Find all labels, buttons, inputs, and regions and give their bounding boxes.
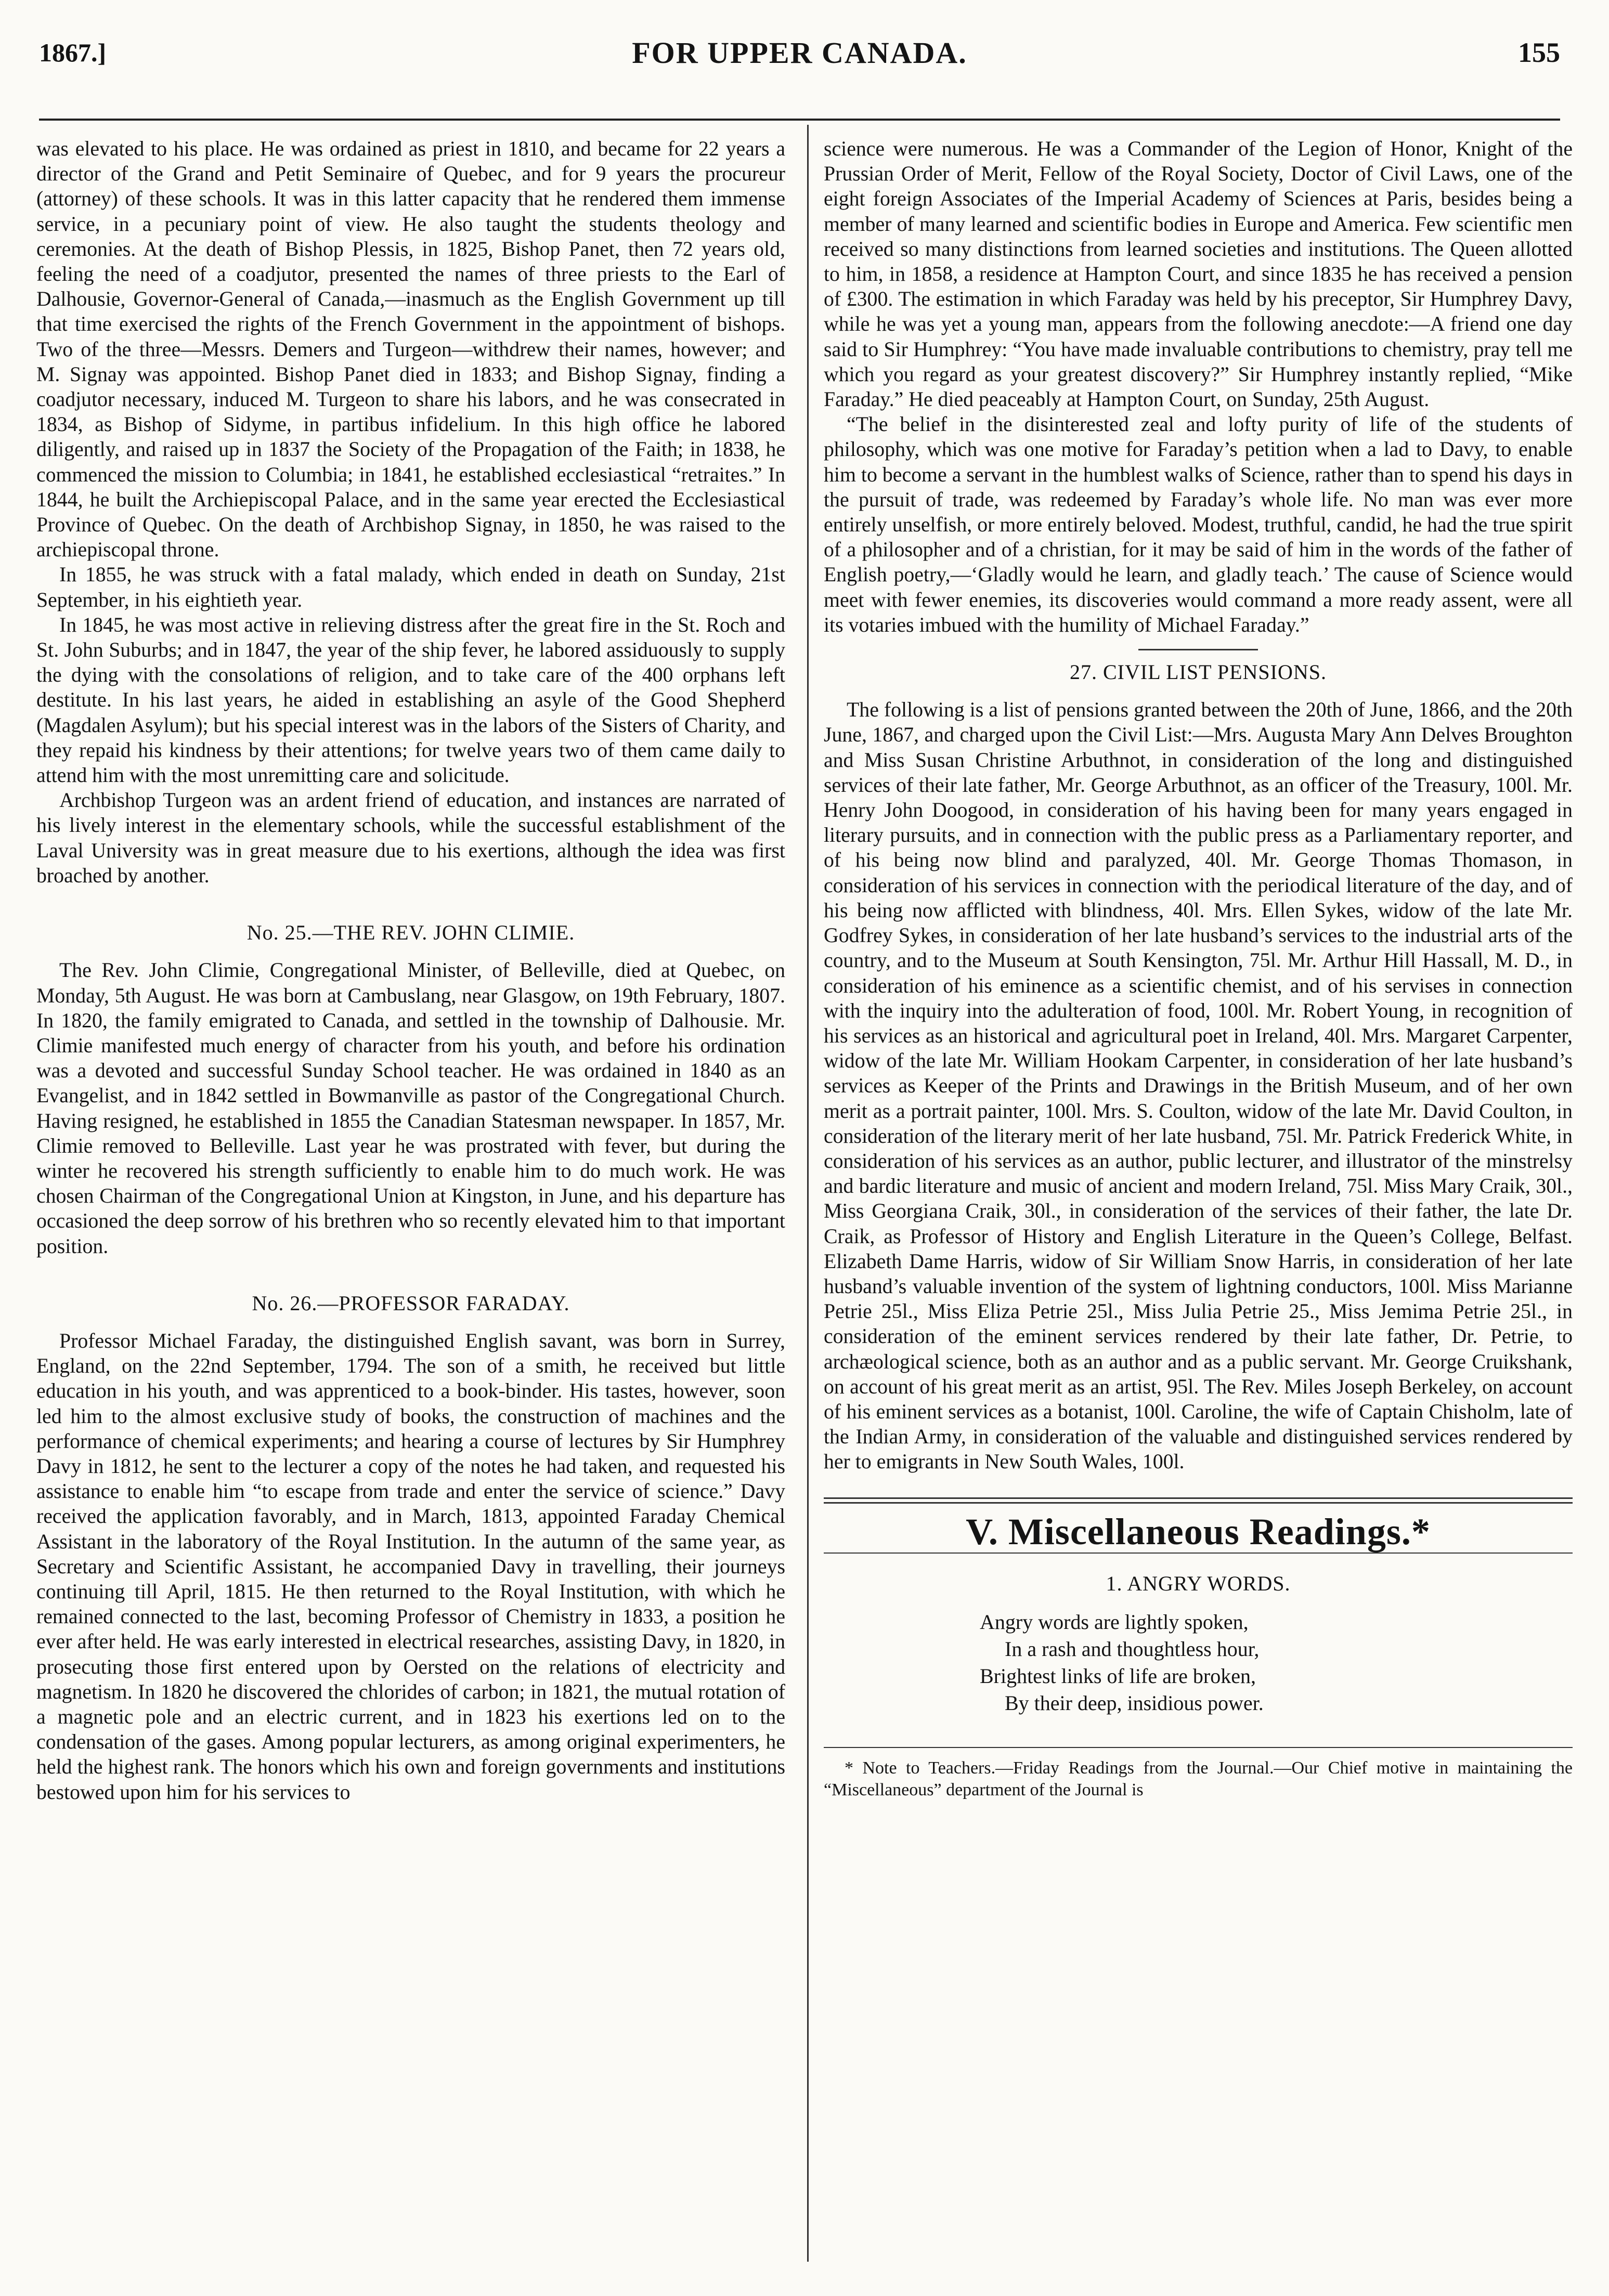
- poem: [980, 1609, 1573, 1717]
- right-column: [824, 136, 1573, 1801]
- turgeon-paragraph: Archbishop Turgeon was an ardent friend of education, and instances are narrated of his lively interest in the elementary schools, while the successful establishment of the Laval University was in great measure due to his exertions, although the idea was first broached by another.: [36, 789, 785, 887]
- section-rule: [824, 1553, 1573, 1554]
- column-divider: [807, 125, 809, 2262]
- faraday-quote: “The belief in the disinterested zeal and lofty purity of life of the students of philosophy, which was one motive for Faraday’s petition when a lad to Davy, to enable him to become a servant in the humblest walks of Science, rather than to spend his days in the pursuit of trade, was redeemed by Faraday’s whole life. No man was ever more entirely unselfish, or more entirely beloved. Modest, truthful, candid, he had the true spirit of a philosopher and of a christian, for it may be said of him in the words of the father of English poetry,—‘Gladly would he learn, and gladly teach.’ The cause of Science would meet with fewer enemies, its discoveries would command a more ready assent, were all its votaries imbued with the humility of Michael Faraday.”: [824, 413, 1573, 636]
- running-title: FOR UPPER CANADA.: [632, 36, 967, 70]
- footnote: * Note to Teachers.—Friday Readings from the Journal.—Our Chief motive in maintaining the “Miscellaneous” department of the Journal is: [824, 1747, 1573, 1801]
- climie-text: The Rev. John Climie, Congregational Minister, of Belleville, died at Quebec, on Monday, 5th August. He was born at Cambuslang, near Glasgow, on 19th February, 1807. In 1820, the family emigrated to Canada, and settled in the township of Dalhousie. Mr. Climie manifested much energy of character from his youth, and before his ordination was a devoted and successful Sunday School teacher. He was ordained in 1840 as an Evangelist, and in 1842 settled in Bowmanville as pastor of the Congregational Church. Having resigned, he established in 1855 the Canadian Statesman newspaper. In 1857, Mr. Climie removed to Belleville. Last year he was prostrated with fever, but during the winter he recovered his strength sufficiently to enable him to do much work. He was chosen Chairman of the Congregational Union at Kingston, in June, and his departure has occasioned the deep sorrow of his brethren who so recently elevated him to that important position.: [36, 959, 785, 1258]
- turgeon-paragraph: was elevated to his place. He was ordained as priest in 1810, and became for 22 years a director of the Grand and Petit Seminaire of Quebec, and for 9 years the procureur (attorney) of these schools. It was in this latter capacity that he rendered them immense service, in a pecuniary point of view. He also taught the students theology and ceremonies. At the death of Bishop Plessis, in 1825, Bishop Panet, then 72 years old, feeling the need of a coadjutor, presented the names of three priests to the Earl of Dalhousie, Governor-General of Canada,—inasmuch as the English Government up till that time exercised the rights of the French Government in the appointment of bishops. Two of the three—Messrs. Demers and Turgeon—withdrew their names, however; and M. Signay was appointed. Bishop Panet died in 1833; and Bishop Signay, finding a coadjutor necessary, induced M. Turgeon to share his labors, and he was consecrated in 1834, as Bishop of Sidyme, in partibus infidelium. In this high office he labored diligently, and raised up in 1837 the Society of the Propagation of the Faith; in 1838, he commenced the mission to Columbia; in 1841, he established ecclesiastical “retraites.” In 1844, he built the Archiepiscopal Palace, and in the same year erected the Ecclesiastical Province of Quebec. On the death of Archbishop Signay, in 1850, he was raised to the archiepiscopal throne.: [36, 137, 785, 562]
- section-separator: [1138, 649, 1258, 650]
- faraday-heading: No. 26.—PROFESSOR FARADAY.: [252, 1291, 570, 1315]
- climie-heading: No. 25.—THE REV. JOHN CLIMIE.: [246, 921, 575, 945]
- page-number: 155: [1518, 37, 1560, 68]
- header-year: 1867.]: [39, 38, 107, 67]
- page-header: [39, 21, 1560, 73]
- poem-line: Brightest links of life are broken,: [980, 1664, 1256, 1688]
- header-rule: [39, 119, 1560, 121]
- pensions-text: The following is a list of pensions granted between the 20th of June, 1866, and the 20th June, 1867, and charged upon the Civil List:—Mrs. Augusta Mary Ann Delves Broughton and Miss Susan Christine Arbuthnot, in consideration of the long and distinguished services of their late father, Mr. George Arbuthnot, as an officer of the Treasury, 100l. Mr. Henry John Doogood, in consideration of his having been for many years engaged in literary pursuits, and in connection with the public press as a Parliamentary reporter, and of his being now blind and paralyzed, 40l. Mr. George Thomas Thomason, in consideration of his services in connection with the periodical literature of the day, and of his being now afflicted with blindness, 40l. Mrs. Ellen Sykes, widow of the late Mr. Godfrey Sykes, in consideration of her late husband’s services to the industrial arts of the country, and to the Museum at South Kensington, 75l. Mr. Arthur Hill Hassall, M. D., in consideration of his eminence as a scientific chemist, and of his servises in connection with the inquiry into the adulteration of food, 100l. Mr. Robert Young, in recognition of his services as an historical and agricultural poet in Ireland, 40l. Mrs. Margaret Carpenter, widow of the late Mr. William Hookam Carpenter, in consideration of her late husband’s services as Keeper of the Prints and Drawings in the British Museum, and of her own merit as a portrait painter, 100l. Mrs. S. Coulton, widow of the late Mr. David Coulton, in consideration of the literary merit of her late husband, 75l. Mr. Patrick Frederick White, in consideration of his services as an author, public lecturer, and illustrator of the minstrelsy and bardic literature and music of ancient and modern Ireland, 75l. Miss Mary Craik, 30l., Miss Georgiana Craik, 30l., in consideration of the services of their father, the late Dr. Craik, as Professor of History and English Literature in the Queen’s College, Belfast. Elizabeth Dame Harris, widow of Sir William Snow Harris, in consideration of her late husband’s valuable invention of the system of lightning conductors, 100l. Miss Marianne Petrie 25l., Miss Eliza Petrie 25l., Miss Julia Petrie 25., Miss Jemima Petrie 25l., in consideration of the eminent services rendered by their late father, Dr. Petrie, to archæological science, both as an author and as a public servant. Mr. George Cruikshank, on account of his great merit as an artist, 95l. The Rev. Miles Joseph Berkeley, on account of his eminent services as a botanist, 100l. Caroline, the wife of Captain Chisholm, late of the Indian Army, in consideration of the valuable and distinguished services rendered by her to emigrants in New South Wales, 100l.: [824, 698, 1573, 1473]
- poem-line: In a rash and thoughtless hour,: [1005, 1637, 1260, 1661]
- poem-line: By their deep, insidious power.: [1005, 1691, 1264, 1715]
- pensions-heading: 27. CIVIL LIST PENSIONS.: [1069, 660, 1327, 684]
- poem-line: Angry words are lightly spoken,: [980, 1610, 1249, 1634]
- faraday-text: Professor Michael Faraday, the distinguished English savant, was born in Surrey, England, on the 22nd September, 1794. The son of a smith, he received but little education in his youth, and was apprenticed to a book-binder. His tastes, however, soon led him to the almost exclusive study of books, the construction of machines and the performance of chemical experiments; and hearing a course of lectures by Sir Humphrey Davy in 1812, he sent to the lecturer a copy of the notes he had taken, and requested his assistance to enable him “to escape from trade and enter the service of science.” Davy received the application favorably, and in March, 1813, appointed Faraday Chemical Assistant in the laboratory of the Royal Institution. In the autumn of the same year, as Secretary and Scientific Assistant, he accompanied Davy in travelling, their journeys continuing till April, 1815. He then returned to the Royal Institution, with which he remained connected to the last, becoming Professor of Chemistry in 1833, a position he ever after held. He was early interested in electrical researches, assisting Davy, in 1820, in prosecuting those first entered upon by Oersted on the relations of electricity and magnetism. In 1820 he discovered the chlorides of carbon; in 1821, the mutual rotation of a magnetic pole and an electric current, and in 1823 his exertions led on to the condensation of the gases. Among popular lecturers, as among original experimenters, he held the highest rank. The honors which his own and foreign governments and institutions bestowed upon him for his services to: [36, 1329, 785, 1804]
- poem-heading: 1. ANGRY WORDS.: [1106, 1571, 1291, 1595]
- turgeon-paragraph: In 1845, he was most active in relieving distress after the great fire in the St. Roch and St. John Suburbs; and in 1847, the year of the ship fever, he labored assiduously to supply the dying with the consolations of religion, and to take care of the 400 orphans left destitute. In his last years, he aided in establishing an asyle of the Good Shepherd (Magdalen Asylum); but his special interest was in the labors of the Sisters of Charity, and they repaid his kindness by their attentions; for twelve years two of them came daily to attend him with the most unremitting care and solicitude.: [36, 613, 785, 787]
- turgeon-paragraph: In 1855, he was struck with a fatal malady, which ended in death on Sunday, 21st September, in his eightieth year.: [36, 563, 785, 611]
- section-title: V. Miscellaneous Readings.*: [966, 1510, 1431, 1553]
- double-rule: [824, 1497, 1573, 1504]
- left-column: [36, 136, 785, 1805]
- faraday-continued: science were numerous. He was a Commander of the Legion of Honor, Knight of the Prussian Order of Merit, Fellow of the Royal Society, Doctor of Civil Laws, one of the eight foreign Associates of the Imperial Academy of Sciences at Paris, besides being a member of many learned and scientific bodies in Europe and America. Few scientific men received so many distinctions from learned societies and institutions. The Queen allotted to him, in 1858, a residence at Hampton Court, and since 1835 he has received a pension of £300. The estimation in which Faraday was held by his preceptor, Sir Humphrey Davy, while he was yet a young man, appears from the following anecdote:—A friend one day said to Sir Humphrey: “You have made invaluable contributions to chemistry, pray tell me which you regard as your greatest discovery?” Sir Humphrey instantly replied, “Mike Faraday.” He died peaceably at Hampton Court, on Sunday, 25th August.: [824, 137, 1573, 411]
